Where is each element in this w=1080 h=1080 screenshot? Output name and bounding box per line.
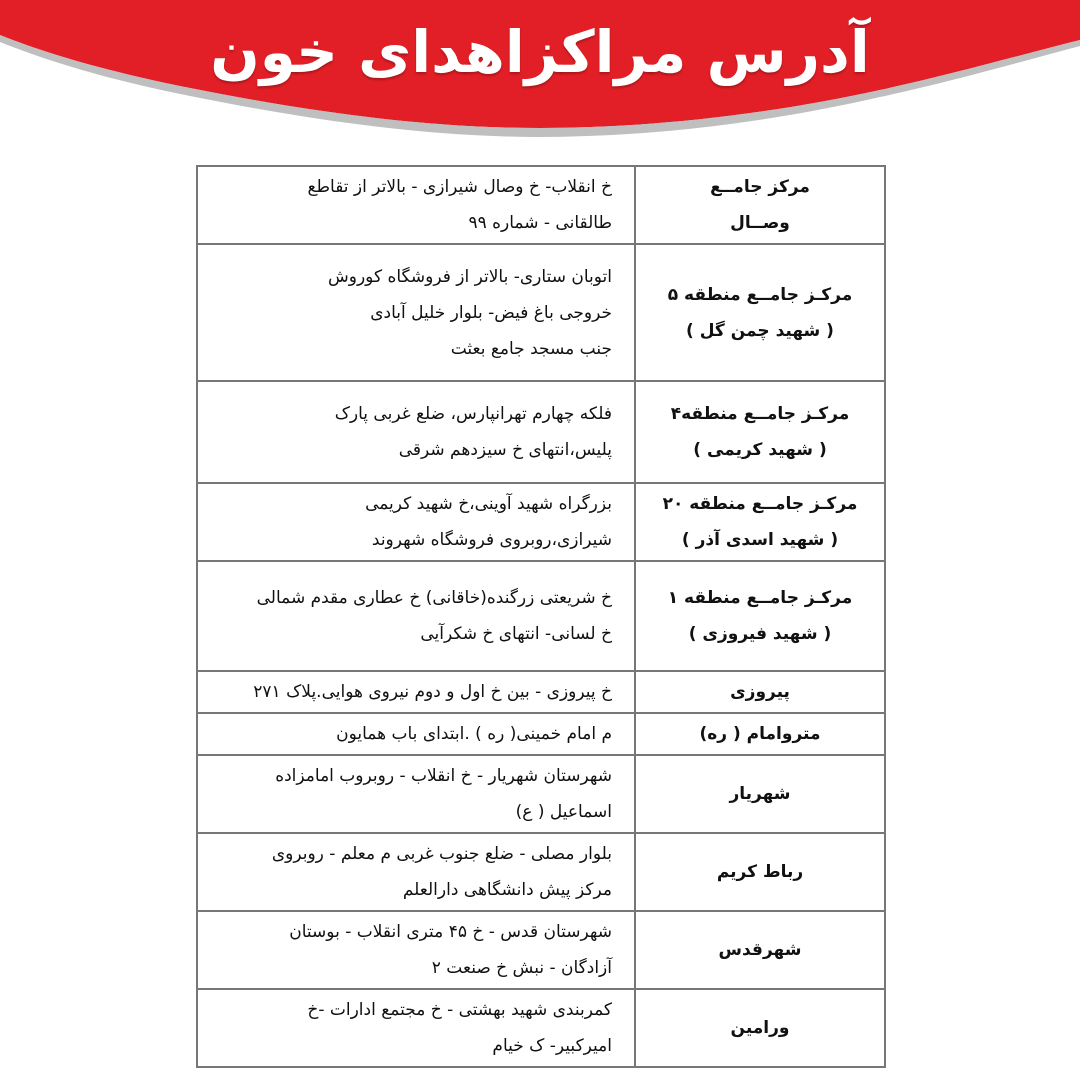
center-address: اتوبان ستاری- بالاتر از فروشگاه کوروش خروجی باغ فیض- بلوار خلیل آبادی جنب مسجد جامع بعثت [197, 244, 635, 381]
center-name: پیروزی [635, 671, 885, 713]
center-address: خ شریعتی زرگنده(خاقانی) خ عطاری مقدم شمالی خ لسانی- انتهای خ شکرآیی [197, 561, 635, 671]
table-row [197, 671, 885, 713]
table-row [197, 483, 885, 561]
table-row [197, 713, 885, 755]
table-row [197, 561, 885, 671]
center-name: ورامین [635, 989, 885, 1067]
center-name: مرکـز جامــع منطقه ۵ ( شهید چمن گل ) [635, 244, 885, 381]
table-row [197, 244, 885, 381]
center-name: رباط کریم [635, 833, 885, 911]
centers-table-wrap [196, 165, 886, 1068]
center-address: فلکه چهارم تهرانپارس، ضلع غربی پارک پلیس،انتهای خ سیزدهم شرقی [197, 381, 635, 483]
center-address: شهرستان قدس - خ ۴۵ متری انقلاب - بوستان آزادگان - نبش خ صنعت ۲ [197, 911, 635, 989]
page-title: آدرس مراکزاهدای خون [210, 18, 870, 86]
center-name: مرکـز جامــع منطقه۴ ( شهید کریمی ) [635, 381, 885, 483]
center-address: خ انقلاب- خ وصال شیرازی - بالاتر از تقاطع طالقانی - شماره ۹۹ [197, 166, 635, 244]
table-row [197, 833, 885, 911]
center-name: مرکـز جامــع منطقه ۲۰ ( شهید اسدی آذر ) [635, 483, 885, 561]
table-row [197, 989, 885, 1067]
table-row [197, 911, 885, 989]
center-name: متروامام ( ره) [635, 713, 885, 755]
center-name: مرکز جامــع وصــال [635, 166, 885, 244]
center-address: بلوار مصلی - ضلع جنوب غربی م معلم - روبروی مرکز پیش دانشگاهی دارالعلم [197, 833, 635, 911]
center-address: کمربندی شهید بهشتی - خ مجتمع ادارات -خ امیرکبیر- ک خیام [197, 989, 635, 1067]
center-address: م امام خمینی( ره ) .ابتدای باب همایون [197, 713, 635, 755]
centers-table [196, 165, 886, 1068]
center-address: خ پیروزی - بین خ اول و دوم نیروی هوایی.پلاک ۲۷۱ [197, 671, 635, 713]
table-row [197, 166, 885, 244]
center-name: شهرقدس [635, 911, 885, 989]
center-address: شهرستان شهریار - خ انقلاب - روبروب امامزاده اسماعیل ( ع) [197, 755, 635, 833]
center-address: بزرگراه شهید آوینی،خ شهید کریمی شیرازی،روبروی فروشگاه شهروند [197, 483, 635, 561]
table-row [197, 381, 885, 483]
table-row [197, 755, 885, 833]
center-name: مرکـز جامــع منطقه ۱ ( شهید فیروزی ) [635, 561, 885, 671]
center-name: شهریار [635, 755, 885, 833]
